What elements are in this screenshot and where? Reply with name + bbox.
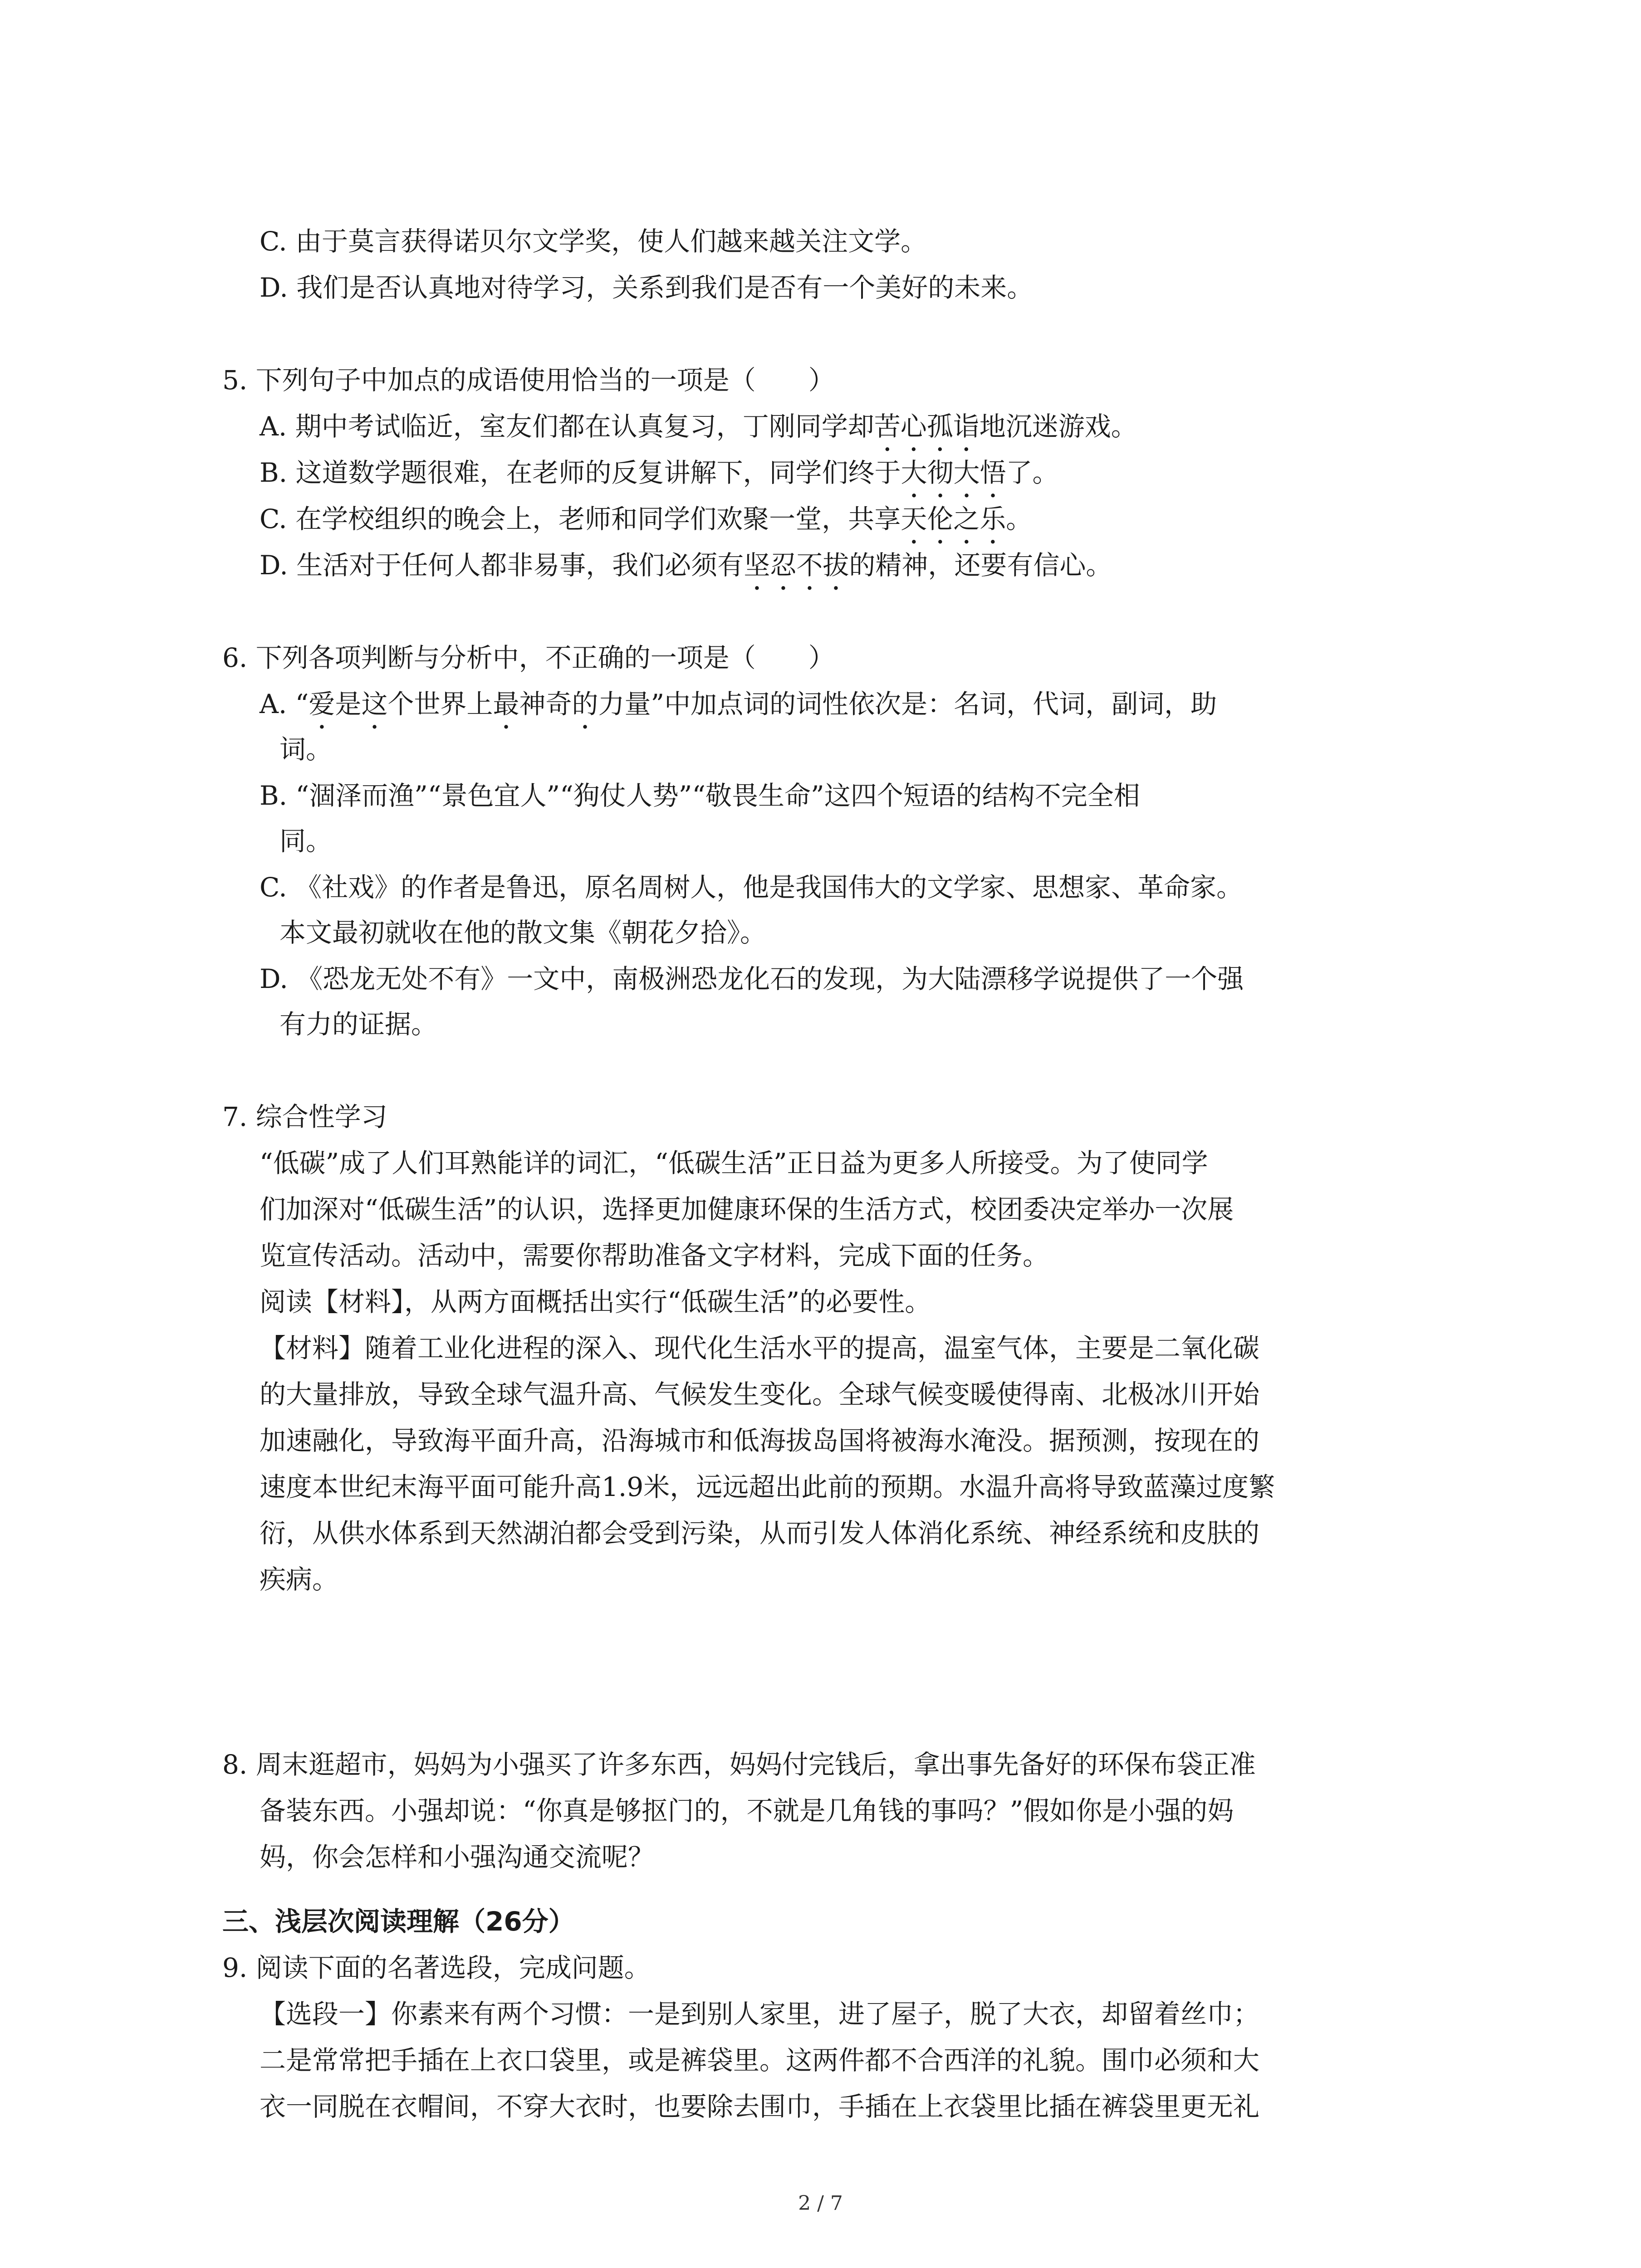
q5-c-idiom: 天伦之乐 [901,503,1006,534]
q6-a-dot-word-2: 这 [361,689,388,719]
q7-material-line-1: 【材料】随着工业化进程的深入、现代化生活水平的提高，温室气体，主要是二氧化碳 [260,1333,1260,1364]
q6-a-mid-3: 神奇 [519,689,572,719]
q5-d-text: D. 生活对于任何人都非易事，我们必须有 [260,550,744,581]
page-number: 2 / 7 [798,2192,843,2215]
q5-b-tail: 了。 [1006,457,1059,488]
q6-option-c-cont: 本文最初就收在他的散文集《朝花夕拾》。 [279,917,767,948]
q6-a-dot-word-4: 的 [572,689,598,719]
q6-a-dot-word-3: 最 [493,689,519,719]
q5-option-a [260,408,1137,457]
q5-c-tail: 。 [1006,503,1033,534]
q9-excerpt-line-3: 衣一同脱在衣帽间，不穿大衣时，也要除去围巾，手插在上衣袋里比插在裤袋里更无礼 [260,2091,1260,2122]
q7-intro-line-2: 们加深对“低碳生活”的认识，选择更加健康环保的生活方式，校团委决定举办一次展 [260,1194,1234,1225]
q6-a-mid-2: 个世界上 [387,689,493,719]
q7-material-line-4: 速度本世纪末海平面可能升高1.9米，远远超出此前的预期。水温升高将导致蓝藻过度繁 [260,1471,1275,1502]
section-3-heading: 三、浅层次阅读理解（26分） [222,1906,575,1937]
q6-option-a-cont: 词。 [279,734,333,765]
q5-b-text: B. 这道数学题很难，在老师的反复讲解下，同学们终于 [260,457,901,488]
q6-a-post: 力量”中加点词的词性依次是：名词，代词，副词，助 [598,689,1217,719]
q7-material-line-5: 衍，从供水体系到天然湖泊都会受到污染，从而引发人体消化系统、神经系统和皮肤的 [260,1518,1260,1549]
q7-intro-line-3: 览宣传活动。活动中，需要你帮助准备文字材料，完成下面的任务。 [260,1240,1049,1271]
q6-option-b-cont: 同。 [279,826,333,856]
q8-line-3: 妈，你会怎样和小强沟通交流呢？ [260,1842,655,1872]
q6-option-b: B. “涸泽而渔”“景色宜人”“狗仗人势”“敬畏生命”这四个短语的结构不完全相 [260,780,1140,811]
q7-material-line-2: 的大量排放，导致全球气温升高、气候发生变化。全球气候变暖使得南、北极冰川开始 [260,1379,1260,1410]
q4-option-c: C. 由于莫言获得诺贝尔文学奖，使人们越来越关注文学。 [260,226,927,257]
q9-stem: 9. 阅读下面的名著选段，完成问题。 [222,1952,651,1983]
q4-option-d: D. 我们是否认真地对待学习，关系到我们是否有一个美好的未来。 [260,272,1034,303]
q7-task: 阅读【材料】，从两方面概括出实行“低碳生活”的必要性。 [260,1286,931,1317]
q6-stem: 6. 下列各项判断与分析中，不正确的一项是（ ） [222,642,835,673]
q9-excerpt-line-2: 二是常常把手插在上衣口袋里，或是裤袋里。这两件都不合西洋的礼貌。围巾必须和大 [260,2045,1260,2076]
q5-a-text: A. 期中考试临近，室友们都在认真复习，丁刚同学却 [260,411,874,442]
q8-line-1: 8. 周末逛超市，妈妈为小强买了许多东西，妈妈付完钱后，拿出事先备好的环保布袋正准 [222,1749,1256,1780]
q5-option-d [260,547,1112,596]
q6-option-c: C. 《社戏》的作者是鲁迅，原名周树人，他是我国伟大的文学家、思想家、革命家。 [260,872,1243,903]
q6-option-d: D. 《恐龙无处不有》一文中，南极洲恐龙化石的发现，为大陆漂移学说提供了一个强 [260,963,1244,994]
q5-a-tail: 地沉迷游戏。 [979,411,1137,442]
q5-option-b [260,455,1059,503]
q6-option-a [260,686,1217,735]
q7-material-line-6: 疾病。 [260,1564,339,1595]
q5-stem: 5. 下列句子中加点的成语使用恰当的一项是（ ） [222,365,835,396]
q6-a-dot-word-1: 爱 [309,689,335,719]
q5-d-tail: 的精神，还要有信心。 [849,550,1112,581]
q8-line-2: 备装东西。小强却说：“你真是够抠门的，不就是几角钱的事吗？”假如你是小强的妈 [260,1795,1234,1826]
q5-b-idiom: 大彻大悟 [901,457,1006,488]
q6-a-pre: A. “ [260,689,309,719]
q5-d-idiom: 坚忍不拔 [744,550,849,581]
q5-c-text: C. 在学校组织的晚会上，老师和同学们欢聚一堂，共享 [260,503,901,534]
q6-option-d-cont: 有力的证据。 [279,1009,438,1040]
q5-a-idiom: 苦心孤诣 [874,411,980,442]
q7-stem: 7. 综合性学习 [222,1101,387,1132]
q5-option-c [260,501,1032,550]
q7-intro-line-1: “低碳”成了人们耳熟能详的词汇，“低碳生活”正日益为更多人所接受。为了使同学 [260,1148,1208,1178]
q7-material-line-3: 加速融化，导致海平面升高，沿海城市和低海拔岛国将被海水淹没。据预测，按现在的 [260,1425,1260,1456]
q6-a-mid-1: 是 [335,689,362,719]
q9-excerpt-line-1: 【选段一】你素来有两个习惯：一是到别人家里，进了屋子，脱了大衣，却留着丝巾； [260,1999,1260,2029]
